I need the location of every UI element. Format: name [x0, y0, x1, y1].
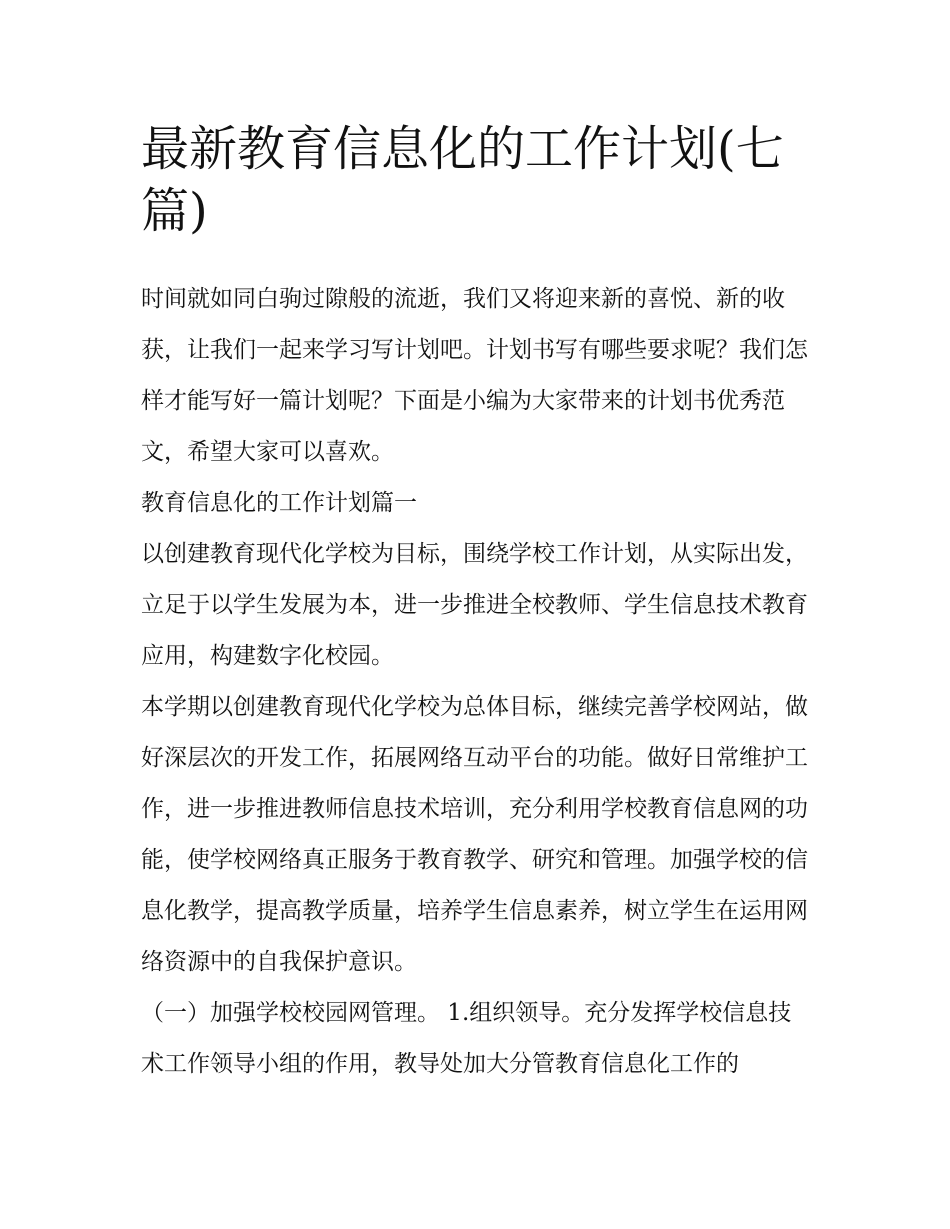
- section-heading-1: 教育信息化的工作计划篇一: [141, 490, 417, 516]
- goal-paragraph: 以创建教育现代化学校为目标，围绕学校工作计划，从实际出发，立足于以学生发展为本，进一步推进全校教师、学生信息技术教育应用，构建数字化校园。: [141, 541, 808, 669]
- campus-network-paragraph: （一）加强学校校园网管理。 1.组织领导。充分发挥学校信息技术工作领导小组的作用，教导处加大分管教育信息化工作的: [141, 1000, 792, 1077]
- intro-paragraph: 时间就如同白驹过隙般的流逝，我们又将迎来新的喜悦、新的收获，让我们一起来学习写计划吧。计划书写有哪些要求呢？我们怎样才能写好一篇计划呢？下面是小编为大家带来的计划书优秀范文，希望大家可以喜欢。: [141, 286, 808, 465]
- semester-goal-paragraph: 本学期以创建教育现代化学校为总体目标，继续完善学校网站，做好深层次的开发工作，拓展网络互动平台的功能。做好日常维护工作，进一步推进教师信息技术培训，充分利用学校教育信息网的功能，使学校网络真正服务于教育教学、研究和管理。加强学校的信息化教学，提高教学质量，培养学生信息素养，树立学生在运用网络资源中的自我保护意识。: [141, 694, 808, 975]
- document-title: 最新教育信息化的工作计划(七篇): [141, 121, 784, 239]
- document-page: [141, 118, 813, 1090]
